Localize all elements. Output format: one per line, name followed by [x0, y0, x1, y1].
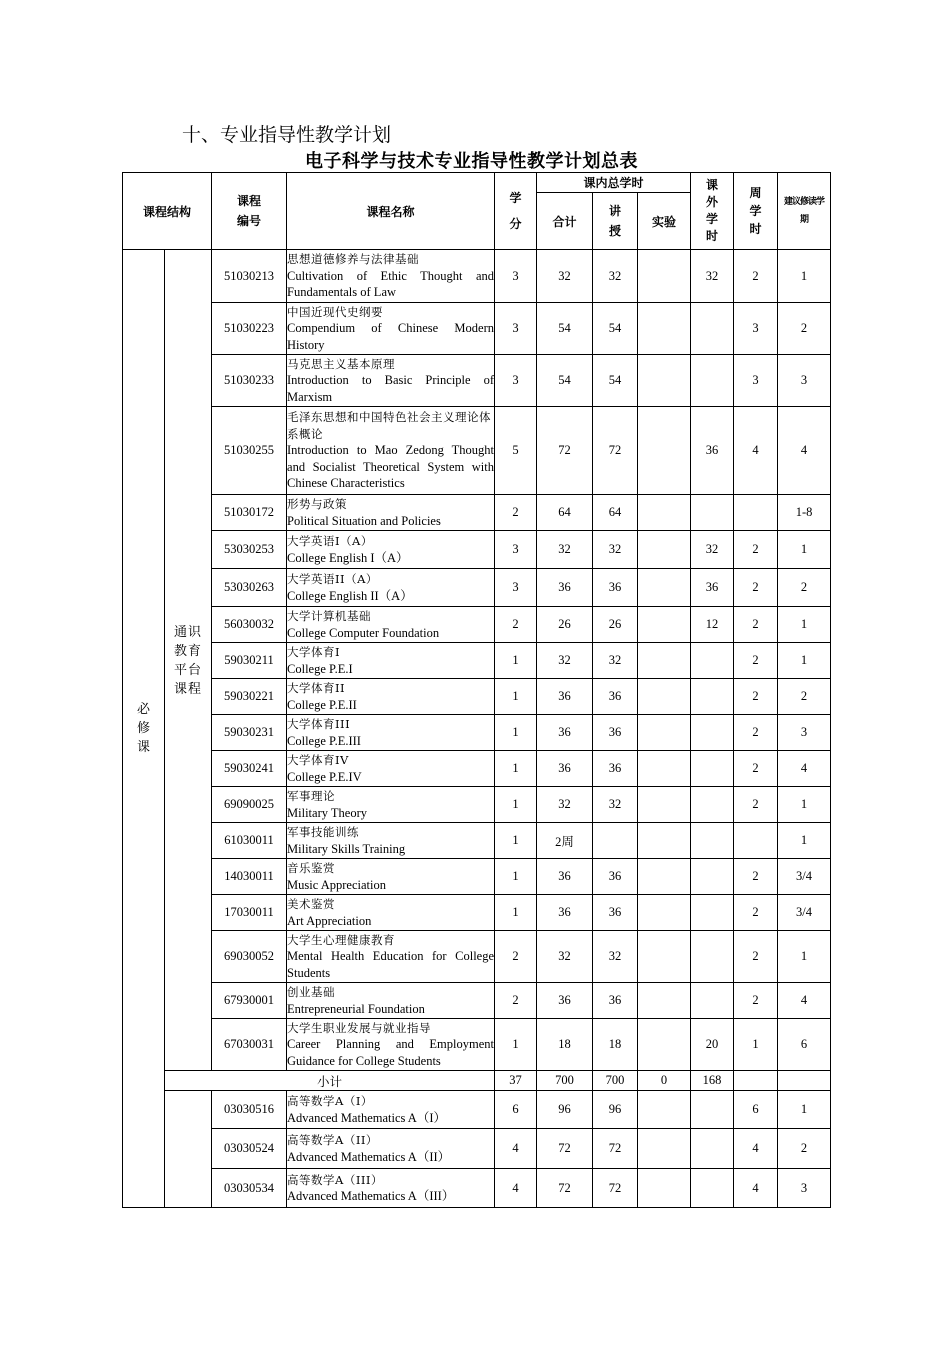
course-code: 53030263: [212, 569, 287, 607]
header-extra-text: 课外学时: [706, 178, 719, 243]
course-total: 32: [537, 531, 593, 569]
category-cell: [123, 250, 165, 1208]
course-term: 3: [778, 355, 831, 407]
course-credit: 1: [495, 1019, 537, 1071]
course-total: 32: [537, 250, 593, 303]
header-in-class: 课内总学时: [537, 173, 691, 193]
course-code: 67930001: [212, 983, 287, 1019]
course-credit: 1: [495, 715, 537, 751]
course-credit: 1: [495, 823, 537, 859]
course-name-en: Introduction to Mao Zedong Thought and Socialist Theoretical System with Chinese Characteristics: [287, 443, 495, 491]
table-row: [123, 250, 831, 303]
course-total: 72: [537, 407, 593, 495]
header-lab: 实验: [638, 193, 691, 250]
course-credit: 1: [495, 859, 537, 895]
course-name-cn: 大学英语I（A）: [287, 534, 373, 548]
course-extra: [691, 643, 734, 679]
course-lab: [638, 1091, 691, 1129]
course-credit: 5: [495, 407, 537, 495]
table-row: [123, 1019, 831, 1071]
course-term: 2: [778, 303, 831, 355]
course-term: 1: [778, 823, 831, 859]
course-total: 36: [537, 859, 593, 895]
course-name-en: Music Appreciation: [287, 877, 386, 892]
course-credit: 3: [495, 531, 537, 569]
course-name-cn: 美术鉴赏: [287, 897, 336, 911]
course-total: 32: [537, 643, 593, 679]
table-row: [123, 407, 831, 495]
course-code: 53030253: [212, 531, 287, 569]
course-name-en: Military Skills Training: [287, 841, 406, 856]
course-name: [287, 823, 495, 859]
course-name-en: College English I（A）: [287, 550, 409, 565]
course-weekly: 2: [734, 679, 778, 715]
course-lab: [638, 607, 691, 643]
category-label: 必修课: [136, 702, 150, 755]
course-weekly: 2: [734, 643, 778, 679]
course-code: 59030211: [212, 643, 287, 679]
course-name: [287, 531, 495, 569]
course-weekly: [734, 823, 778, 859]
course-extra: 12: [691, 607, 734, 643]
course-name-en: Advanced Mathematics A（III）: [287, 1189, 455, 1203]
course-term: 4: [778, 751, 831, 787]
course-extra: [691, 751, 734, 787]
course-lecture: 32: [593, 931, 638, 983]
course-term: 1: [778, 931, 831, 983]
course-credit: 2: [495, 983, 537, 1019]
course-name-cn: 思想道德修养与法律基础: [287, 252, 420, 267]
course-credit: 3: [495, 250, 537, 303]
course-weekly: 3: [734, 355, 778, 407]
course-code: 51030233: [212, 355, 287, 407]
course-extra: [691, 355, 734, 407]
course-weekly: 2: [734, 751, 778, 787]
course-weekly: 3: [734, 303, 778, 355]
course-name-en: Compendium of Chinese Modern History: [287, 321, 495, 352]
course-code: 59030231: [212, 715, 287, 751]
header-weekly-text: 周学时: [749, 186, 762, 236]
course-extra: [691, 895, 734, 931]
course-lab: [638, 1169, 691, 1208]
course-lab: [638, 751, 691, 787]
course-lecture: 32: [593, 643, 638, 679]
table-row: [123, 859, 831, 895]
course-credit: 4: [495, 1129, 537, 1169]
course-credit: 2: [495, 931, 537, 983]
header-semester-text: 建议修读学期: [784, 197, 825, 225]
course-total: 36: [537, 751, 593, 787]
course-lab: [638, 1019, 691, 1071]
course-name-cn: 军事理论: [287, 789, 336, 803]
course-credit: 3: [495, 303, 537, 355]
course-lecture: 72: [593, 1169, 638, 1208]
course-code: 51030172: [212, 495, 287, 531]
course-extra: [691, 679, 734, 715]
platform-cell: [165, 250, 212, 1071]
course-total: 72: [537, 1129, 593, 1169]
table-row: [123, 303, 831, 355]
course-weekly: [734, 495, 778, 531]
course-lecture: 32: [593, 787, 638, 823]
course-weekly: 2: [734, 983, 778, 1019]
course-name: [287, 303, 495, 355]
course-total: 96: [537, 1091, 593, 1129]
course-name-en: College P.E.II: [287, 697, 357, 712]
course-lab: [638, 787, 691, 823]
course-lecture: 64: [593, 495, 638, 531]
course-lecture: 26: [593, 607, 638, 643]
course-lecture: 96: [593, 1091, 638, 1129]
course-term: 1: [778, 607, 831, 643]
course-credit: 6: [495, 1091, 537, 1129]
course-weekly: 2: [734, 607, 778, 643]
course-term: 3: [778, 1169, 831, 1208]
course-name-cn: 大学体育III: [287, 717, 351, 731]
table-row: [123, 931, 831, 983]
course-name-cn: 马克思主义基本原理: [287, 356, 396, 371]
course-name-cn: 中国近现代史纲要: [287, 304, 384, 319]
course-name: [287, 1129, 495, 1169]
course-lab: [638, 355, 691, 407]
table-row: [123, 679, 831, 715]
table-row: [123, 1169, 831, 1208]
course-extra: [691, 303, 734, 355]
course-term: 1: [778, 787, 831, 823]
table-row: [123, 569, 831, 607]
course-term: 1: [778, 531, 831, 569]
course-name-cn: 大学生职业发展与就业指导: [287, 1020, 432, 1035]
document-title: 电子科学与技术专业指导性教学计划总表: [305, 151, 638, 172]
course-lab: [638, 931, 691, 983]
subtotal-lecture: 700: [593, 1071, 638, 1091]
table-row: [123, 1129, 831, 1169]
course-extra: [691, 715, 734, 751]
course-weekly: 2: [734, 931, 778, 983]
course-name-en: Advanced Mathematics A（II）: [287, 1149, 451, 1164]
course-name-en: Art Appreciation: [287, 913, 372, 928]
table-row: [123, 355, 831, 407]
course-lecture: 72: [593, 1129, 638, 1169]
course-name-cn: 大学计算机基础: [287, 609, 372, 623]
course-term: 1: [778, 1091, 831, 1129]
course-lecture: 72: [593, 407, 638, 495]
course-lecture: 36: [593, 715, 638, 751]
course-term: 3: [778, 715, 831, 751]
course-lecture: 36: [593, 679, 638, 715]
course-code: 59030221: [212, 679, 287, 715]
header-structure: 课程结构: [123, 173, 212, 250]
course-credit: 3: [495, 569, 537, 607]
course-extra: [691, 931, 734, 983]
course-weekly: 2: [734, 859, 778, 895]
table-row: [123, 787, 831, 823]
course-code: 61030011: [212, 823, 287, 859]
course-weekly: 2: [734, 895, 778, 931]
course-name-cn: 军事技能训练: [287, 825, 360, 839]
course-lab: [638, 407, 691, 495]
course-total: 36: [537, 715, 593, 751]
course-total: 36: [537, 679, 593, 715]
course-name-en: Introduction to Basic Principle of Marxism: [287, 373, 495, 404]
course-name: [287, 859, 495, 895]
course-extra: 20: [691, 1019, 734, 1071]
course-name-en: Mental Health Education for College Students: [287, 949, 495, 980]
course-total: 2周: [537, 823, 593, 859]
course-lecture: 32: [593, 250, 638, 303]
subtotal-row: [123, 1071, 831, 1091]
course-name-cn: 创业基础: [287, 985, 336, 999]
platform-cell-2: [165, 1091, 212, 1208]
course-credit: 1: [495, 895, 537, 931]
teaching-plan-table: [122, 172, 831, 1208]
course-name-cn: 高等数学A（II）: [287, 1133, 378, 1147]
course-term: 2: [778, 1129, 831, 1169]
header-semester: [778, 173, 831, 250]
course-name-en: Advanced Mathematics A（I）: [287, 1110, 447, 1125]
course-weekly: 2: [734, 569, 778, 607]
course-lab: [638, 823, 691, 859]
subtotal-total: 700: [537, 1071, 593, 1091]
course-code: 14030011: [212, 859, 287, 895]
course-lecture: 36: [593, 895, 638, 931]
course-lab: [638, 679, 691, 715]
course-credit: 3: [495, 355, 537, 407]
course-lecture: 32: [593, 531, 638, 569]
course-total: 54: [537, 355, 593, 407]
course-weekly: 1: [734, 1019, 778, 1071]
course-extra: 32: [691, 531, 734, 569]
course-code: 51030213: [212, 250, 287, 303]
course-weekly: 2: [734, 787, 778, 823]
course-lecture: 54: [593, 303, 638, 355]
course-total: 64: [537, 495, 593, 531]
course-name-en: Entrepreneurial Foundation: [287, 1001, 425, 1016]
course-name-cn: 毛泽东思想和中国特色社会主义理论体系概论: [287, 410, 492, 441]
course-term: 4: [778, 983, 831, 1019]
header-name: 课程名称: [287, 173, 495, 250]
course-name-cn: 大学生心理健康教育: [287, 932, 396, 947]
course-total: 54: [537, 303, 593, 355]
course-lab: [638, 859, 691, 895]
subtotal-lab: 0: [638, 1071, 691, 1091]
course-lab: [638, 1129, 691, 1169]
course-extra: [691, 1091, 734, 1129]
course-term: 2: [778, 679, 831, 715]
course-term: 3/4: [778, 859, 831, 895]
course-weekly: 2: [734, 250, 778, 303]
course-code: 03030516: [212, 1091, 287, 1129]
course-lab: [638, 643, 691, 679]
table-row: [123, 643, 831, 679]
course-credit: 1: [495, 787, 537, 823]
course-total: 36: [537, 895, 593, 931]
course-total: 18: [537, 1019, 593, 1071]
course-term: 3/4: [778, 895, 831, 931]
table-row: [123, 751, 831, 787]
course-name: [287, 355, 495, 407]
header-total: 合计: [537, 193, 593, 250]
table-row: [123, 823, 831, 859]
course-credit: 2: [495, 495, 537, 531]
course-lab: [638, 983, 691, 1019]
section-title: 十、专业指导性教学计划: [182, 124, 392, 146]
table-row: [123, 983, 831, 1019]
table-row: [123, 495, 831, 531]
course-name: [287, 715, 495, 751]
course-credit: 1: [495, 679, 537, 715]
course-credit: 4: [495, 1169, 537, 1208]
course-name: [287, 569, 495, 607]
table-row: [123, 1091, 831, 1129]
course-code: 69090025: [212, 787, 287, 823]
subtotal-label: 小计: [165, 1071, 495, 1091]
course-lecture: 36: [593, 569, 638, 607]
course-code: 51030223: [212, 303, 287, 355]
table-row: [123, 895, 831, 931]
header-extra: [691, 173, 734, 250]
course-name-cn: 大学体育I: [287, 645, 341, 659]
course-name-en: Political Situation and Policies: [287, 513, 441, 528]
course-weekly: 2: [734, 531, 778, 569]
course-extra: 32: [691, 250, 734, 303]
subtotal-term: [778, 1071, 831, 1091]
course-lecture: 54: [593, 355, 638, 407]
course-lab: [638, 250, 691, 303]
course-name: [287, 931, 495, 983]
table-row: [123, 607, 831, 643]
course-name: [287, 1169, 495, 1208]
course-extra: [691, 495, 734, 531]
course-name-en: College P.E.IV: [287, 769, 362, 784]
course-total: 72: [537, 1169, 593, 1208]
course-name: [287, 895, 495, 931]
course-name-en: Military Theory: [287, 805, 367, 820]
course-name: [287, 250, 495, 303]
course-lecture: 36: [593, 983, 638, 1019]
course-lecture: [593, 823, 638, 859]
course-credit: 2: [495, 607, 537, 643]
course-name: [287, 787, 495, 823]
course-total: 32: [537, 787, 593, 823]
course-credit: 1: [495, 751, 537, 787]
platform-label: 通识教育平台课程: [174, 625, 203, 697]
course-term: 1: [778, 643, 831, 679]
course-weekly: 4: [734, 407, 778, 495]
course-total: 32: [537, 931, 593, 983]
course-term: 2: [778, 569, 831, 607]
course-extra: [691, 1129, 734, 1169]
course-name: [287, 495, 495, 531]
header-credit-text: 学分: [509, 191, 522, 231]
course-extra: [691, 859, 734, 895]
course-code: 17030011: [212, 895, 287, 931]
course-extra: [691, 983, 734, 1019]
course-name-cn: 音乐鉴赏: [287, 861, 336, 875]
course-term: 6: [778, 1019, 831, 1071]
course-name-en: College English II（A）: [287, 588, 413, 603]
header-code-text: 课程编号: [237, 194, 262, 228]
header-credit: [495, 173, 537, 250]
course-lab: [638, 569, 691, 607]
header-weekly: [734, 173, 778, 250]
subtotal-extra: 168: [691, 1071, 734, 1091]
course-lab: [638, 895, 691, 931]
course-lab: [638, 495, 691, 531]
course-name-en: College P.E.III: [287, 733, 361, 748]
course-name-en: Career Planning and Employment Guidance for College Students: [287, 1037, 495, 1068]
course-name-en: Cultivation of Ethic Thought and Fundamentals of Law: [287, 268, 495, 300]
course-weekly: 2: [734, 715, 778, 751]
course-lecture: 36: [593, 859, 638, 895]
course-name: [287, 679, 495, 715]
course-name: [287, 751, 495, 787]
course-total: 36: [537, 983, 593, 1019]
course-lecture: 36: [593, 751, 638, 787]
header-lecture-text: 讲授: [609, 204, 622, 238]
course-name-cn: 大学英语II（A）: [287, 572, 378, 586]
course-extra: 36: [691, 569, 734, 607]
course-code: 51030255: [212, 407, 287, 495]
course-lab: [638, 303, 691, 355]
table-row: [123, 715, 831, 751]
course-code: 69030052: [212, 931, 287, 983]
course-code: 56030032: [212, 607, 287, 643]
course-name-en: College Computer Foundation: [287, 625, 440, 640]
table-row: [123, 531, 831, 569]
subtotal-credit: 37: [495, 1071, 537, 1091]
course-total: 26: [537, 607, 593, 643]
course-name-cn: 高等数学A（III）: [287, 1172, 383, 1187]
course-weekly: 4: [734, 1129, 778, 1169]
course-weekly: 6: [734, 1091, 778, 1129]
course-term: 1: [778, 250, 831, 303]
course-name-en: College P.E.I: [287, 661, 353, 676]
header-code: [212, 173, 287, 250]
course-code: 03030524: [212, 1129, 287, 1169]
course-name-cn: 大学体育IV: [287, 753, 349, 767]
course-credit: 1: [495, 643, 537, 679]
course-extra: [691, 823, 734, 859]
course-name: [287, 607, 495, 643]
course-weekly: 4: [734, 1169, 778, 1208]
course-extra: 36: [691, 407, 734, 495]
course-extra: [691, 1169, 734, 1208]
course-code: 59030241: [212, 751, 287, 787]
course-name: [287, 1019, 495, 1071]
course-lab: [638, 715, 691, 751]
course-code: 03030534: [212, 1169, 287, 1208]
course-name: [287, 407, 495, 495]
course-name: [287, 983, 495, 1019]
course-term: 1-8: [778, 495, 831, 531]
course-extra: [691, 787, 734, 823]
course-name: [287, 643, 495, 679]
course-lab: [638, 531, 691, 569]
course-total: 36: [537, 569, 593, 607]
course-name-cn: 高等数学A（I）: [287, 1094, 373, 1108]
course-code: 67030031: [212, 1019, 287, 1071]
course-term: 4: [778, 407, 831, 495]
header-lecture: [593, 193, 638, 250]
course-lecture: 18: [593, 1019, 638, 1071]
course-name-cn: 大学体育II: [287, 681, 346, 695]
course-name: [287, 1091, 495, 1129]
course-name-cn: 形势与政策: [287, 497, 348, 511]
subtotal-weekly: [734, 1071, 778, 1091]
